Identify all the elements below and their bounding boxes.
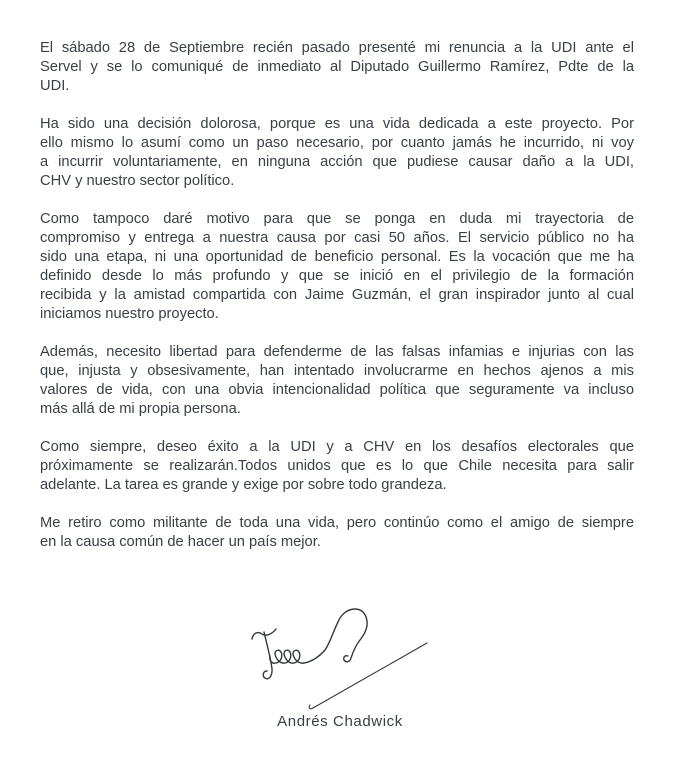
paragraph-1 <box>40 39 634 96</box>
text-line: definido desde lo más profundo y que se inició en el privilegio de la formación <box>40 268 634 284</box>
signature-stem-stroke <box>263 632 272 679</box>
text-line: adelante. La tarea es grande y exige por sobre todo grandeza. <box>40 477 447 493</box>
text-line: iniciamos nuestro proyecto. <box>40 306 219 322</box>
signature-block <box>245 605 435 730</box>
text-line: sido una etapa, ni una oportunidad de beneficio personal. Es la vocación que me ha <box>40 249 634 265</box>
text-line: Me retiro como militante de toda una vida, pero continúo como el amigo de siempre <box>40 515 634 531</box>
text-line: recibida y la amistad compartida con Jaime Guzmán, el gran inspirador junto al cual <box>40 287 634 303</box>
text-line: más allá de mi propia persona. <box>40 401 241 417</box>
signature-flourish-stroke <box>309 643 427 709</box>
signature-loops-stroke <box>270 609 367 663</box>
text-line: a incurrir voluntariamente, en ninguna acción que pudiese causar daño a la UDI, <box>40 154 634 170</box>
paragraph-2 <box>40 115 634 191</box>
text-line: Ha sido una decisión dolorosa, porque es una vida dedicada a este proyecto. Por <box>40 116 634 132</box>
text-line: UDI. <box>40 78 70 94</box>
text-line: El sábado 28 de Septiembre recién pasado presenté mi renuncia a la UDI ante el <box>40 40 634 56</box>
text-line: Servel y se lo comuniqué de inmediato al Diputado Guillermo Ramírez, Pdte de la <box>40 59 634 75</box>
letter-body <box>40 39 634 571</box>
text-line: valores de vida, con una obvia intencionalidad política que seguramente va incluso <box>40 382 634 398</box>
paragraph-3 <box>40 210 634 324</box>
text-line: próximamente se realizarán.Todos unidos que es lo que Chile necesita para salir <box>40 458 634 474</box>
text-line: Como siempre, deseo éxito a la UDI y a CHV en los desafíos electorales que <box>40 439 634 455</box>
text-line: que, injusta y obsesivamente, han intentado involucrarme en hechos ajenos a mis <box>40 363 634 379</box>
paragraph-4 <box>40 343 634 419</box>
paragraph-5 <box>40 438 634 495</box>
signatory-name: Andrés Chadwick <box>277 713 403 730</box>
text-line: CHV y nuestro sector político. <box>40 173 235 189</box>
text-line: compromiso y entrega a nuestra causa por casi 50 años. El servicio público no ha <box>40 230 634 246</box>
text-line: Como tampoco daré motivo para que se ponga en duda mi trayectoria de <box>40 211 634 227</box>
text-line: Además, necesito libertad para defenderme de las falsas infamias e injurias con las <box>40 344 634 360</box>
paragraph-6 <box>40 514 634 552</box>
text-line: en la causa común de hacer un país mejor. <box>40 534 321 550</box>
handwritten-signature-icon <box>245 605 435 717</box>
text-line: ello mismo lo asumí como un paso necesario, por cuanto jamás he incurrido, ni voy <box>40 135 634 151</box>
